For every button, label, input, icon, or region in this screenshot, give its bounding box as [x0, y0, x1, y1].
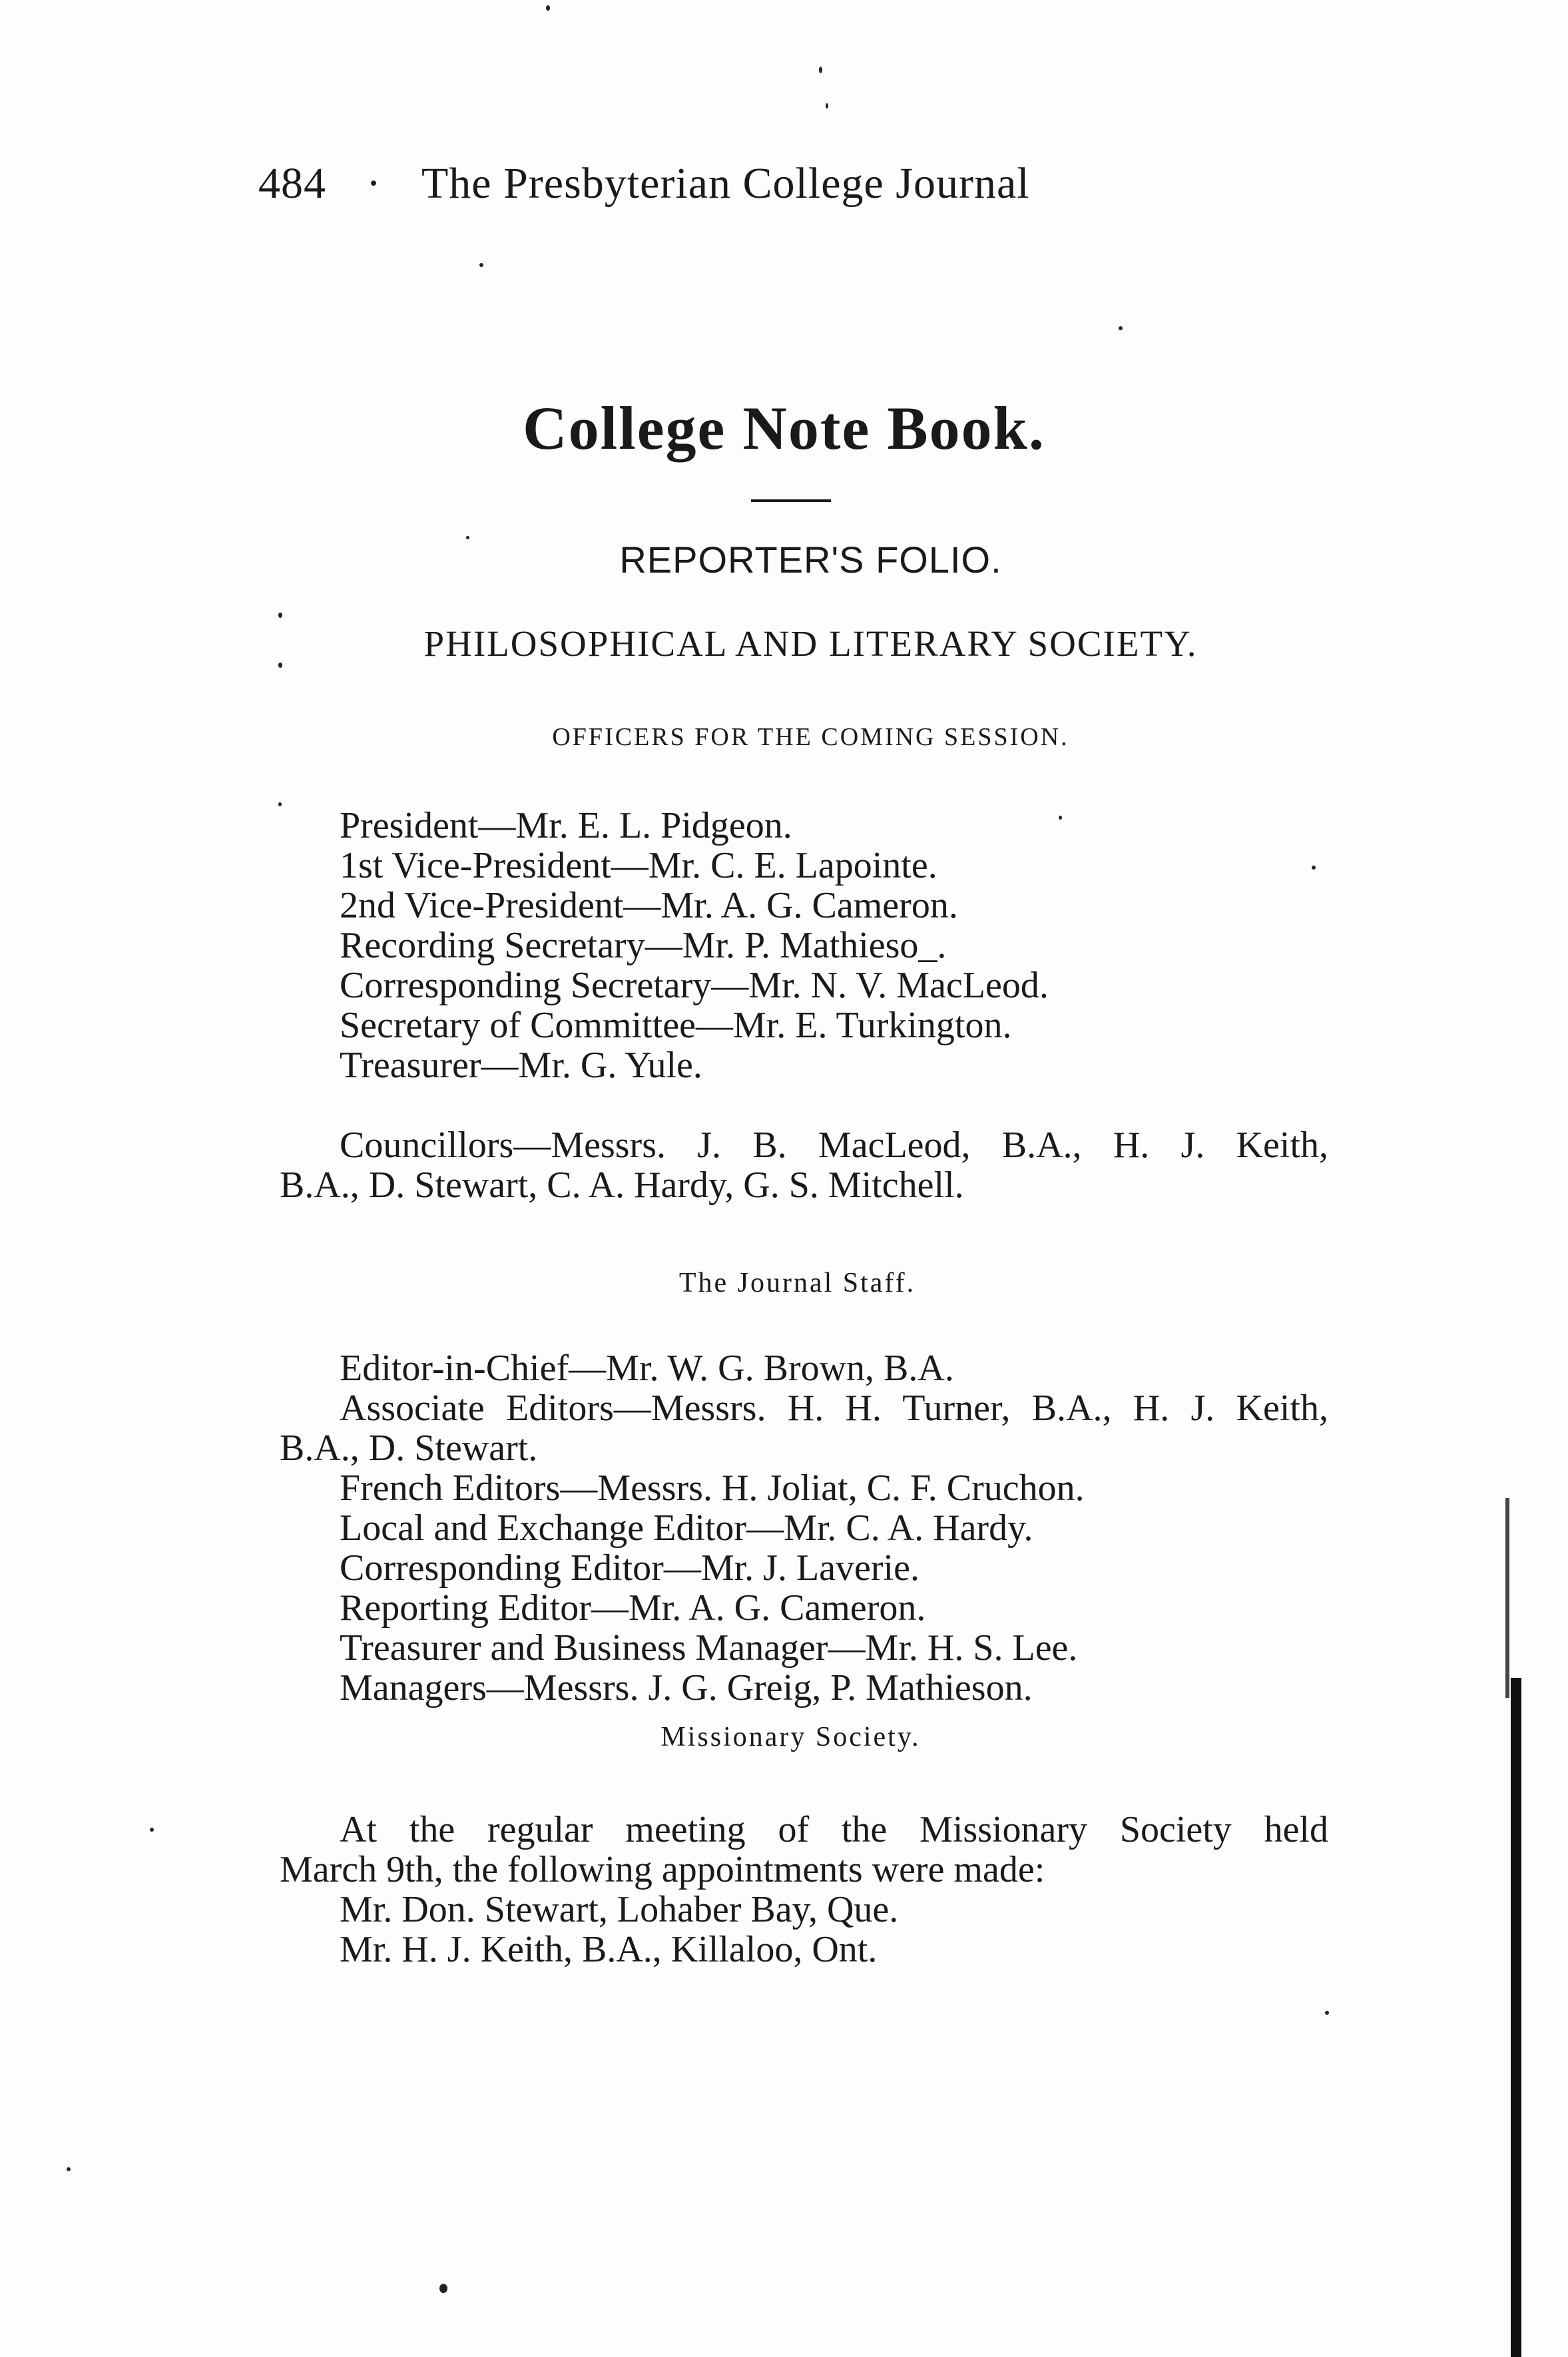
staff-line: Managers—Messrs. J. G. Greig, P. Mathieson.: [340, 1667, 1033, 1708]
scan-speck: [466, 536, 469, 539]
society-title: PHILOSOPHICAL AND LITERARY SOCIETY.: [423, 623, 1198, 664]
scan-speck: [439, 2284, 447, 2293]
officer-line: Treasurer—Mr. G. Yule.: [340, 1045, 702, 1086]
scan-edge-bar: [1511, 1678, 1521, 2357]
running-header: [258, 158, 1030, 209]
journal-staff-heading: The Journal Staff.: [678, 1268, 916, 1298]
scan-speck: [67, 2167, 71, 2171]
header-separator: ·: [366, 159, 382, 208]
appointment-line: Mr. Don. Stewart, Lohaber Bay, Que.: [340, 1889, 899, 1930]
scan-speck: [278, 613, 282, 618]
officers-heading: OFFICERS FOR THE COMING SESSION.: [552, 723, 1069, 751]
scan-speck: [1119, 326, 1123, 330]
journal-title: The Presbyterian College Journal: [421, 159, 1030, 208]
scan-speck: [278, 662, 282, 668]
scan-speck: [826, 103, 828, 109]
staff-line: Editor-in-Chief—Mr. W. G. Brown, B.A.: [340, 1348, 954, 1389]
scan-edge-shadow: [1505, 1498, 1509, 1698]
scan-speck: [1312, 866, 1316, 870]
officer-line: 1st Vice-President—Mr. C. E. Lapointe.: [340, 845, 937, 886]
scan-speck: [479, 263, 483, 267]
officer-line: Corresponding Secretary—Mr. N. V. MacLeod.: [340, 965, 1049, 1006]
staff-line: B.A., D. Stewart.: [280, 1428, 538, 1469]
scan-speck: [546, 5, 550, 11]
officer-line: Secretary of Committee—Mr. E. Turkington.: [340, 1005, 1012, 1046]
title-divider: [751, 499, 831, 502]
staff-line: Treasurer and Business Manager—Mr. H. S. Lee.: [340, 1627, 1078, 1669]
scan-speck: [150, 1828, 154, 1832]
officer-line: 2nd Vice-President—Mr. A. G. Cameron.: [340, 885, 958, 926]
page-number: 484: [258, 159, 326, 208]
section-title: College Note Book.: [523, 394, 1045, 462]
staff-line: Associate Editors—Messrs. H. H. Turner, B.A., H. J. Keith,: [340, 1388, 1328, 1429]
missionary-line-2: March 9th, the following appointments were made:: [280, 1849, 1045, 1890]
appointment-line: Mr. H. J. Keith, B.A., Killaloo, Ont.: [340, 1929, 878, 1970]
scan-speck: [1059, 816, 1062, 820]
officer-line: President—Mr. E. L. Pidgeon.: [340, 805, 792, 846]
staff-line: Reporting Editor—Mr. A. G. Cameron.: [340, 1587, 926, 1629]
staff-line: French Editors—Messrs. H. Joliat, C. F. Cruchon.: [340, 1467, 1085, 1509]
missionary-line-1: At the regular meeting of the Missionary Society held: [340, 1809, 1328, 1850]
councillors-line-1: Councillors—Messrs. J. B. MacLeod, B.A., H. J. Keith,: [340, 1125, 1328, 1166]
missionary-heading: Missionary Society.: [660, 1722, 921, 1752]
folio-title: REPORTER'S FOLIO.: [619, 539, 1002, 581]
councillors-line-2: B.A., D. Stewart, C. A. Hardy, G. S. Mitchell.: [280, 1165, 964, 1206]
scan-speck: [819, 67, 822, 73]
scan-speck: [278, 802, 282, 806]
staff-line: Corresponding Editor—Mr. J. Laverie.: [340, 1547, 919, 1589]
staff-line: Local and Exchange Editor—Mr. C. A. Hardy.: [340, 1507, 1033, 1549]
officer-line: Recording Secretary—Mr. P. Mathieso_.: [340, 925, 947, 966]
scan-speck: [1325, 2011, 1329, 2015]
